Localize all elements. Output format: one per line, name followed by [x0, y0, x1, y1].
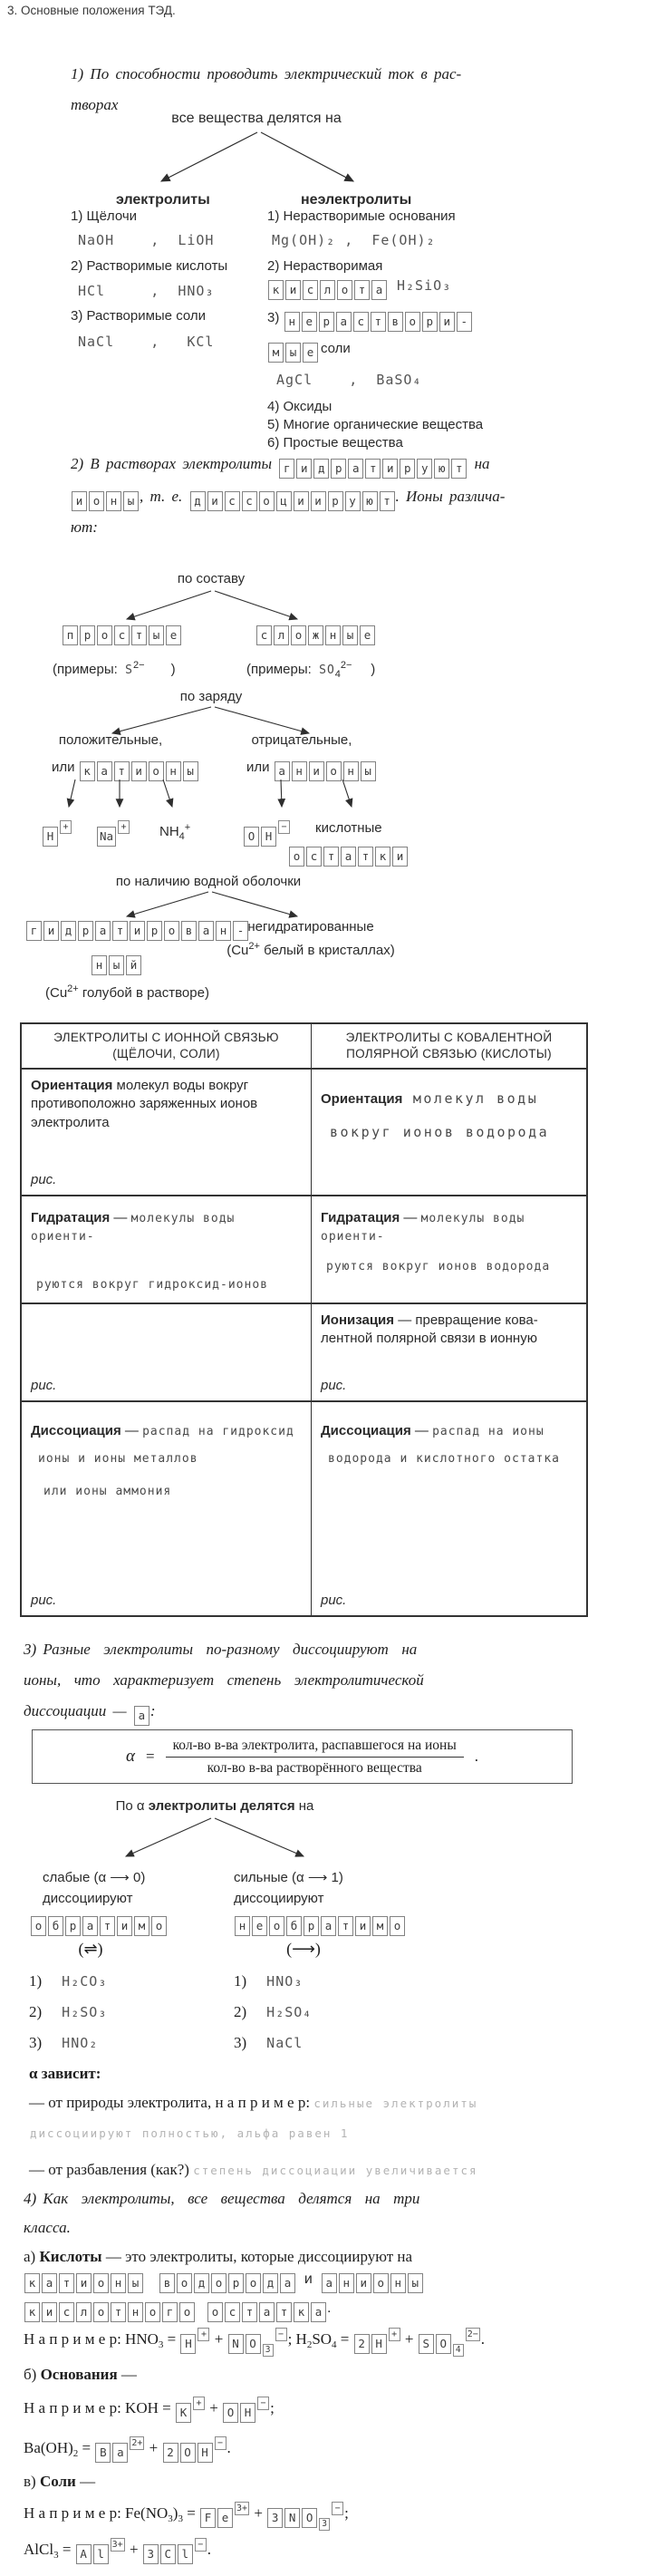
strong-item-1: [234, 1972, 303, 1990]
salts-example-1: Н а п р и м е р: $Fe(NO_3)_3 = F$ e3+ + 3 N O 3− ;: [24, 2503, 349, 2529]
nonelectrolytes-item-2: 2) Нерастворимая: [267, 258, 383, 274]
strong-item-3-formula: NaCl: [266, 2035, 304, 2051]
hydrated-note: ($Cu^{2+}$ голубой в растворе): [45, 983, 209, 1001]
fig-label: рис.: [321, 1592, 347, 1608]
orientation-left-text: Ориентация молекул воды вокруг противоположно заряженных ионов электролита: [31, 1078, 258, 1130]
positive-ions-label: положительные,: [58, 732, 163, 748]
formula-period: .: [474, 1748, 478, 1765]
acids-answer-line1: к а т и о н ы в о д о р о д а и а н и о н ы: [24, 2271, 424, 2293]
by-composition-label: по составу: [177, 571, 246, 586]
ion-example-arrows: [36, 776, 381, 814]
nonelectrolytes-item-4: 4) Оксиды: [267, 399, 332, 414]
point1-line2: творах: [71, 96, 119, 113]
fig-label: рис.: [31, 1171, 57, 1187]
nonelectrolytes-item-3a: [267, 310, 473, 332]
weak-item-1: [29, 1972, 107, 1990]
cell-dissociation-right: [312, 1402, 586, 1615]
hydration-left-line1: Гидратация — молекулы воды ориенти-: [31, 1210, 236, 1244]
boxed-word-prostye: п р о с т ы е: [62, 624, 182, 645]
nonelectrolytes-item-5: 5) Многие органические вещества: [267, 417, 484, 432]
point1-line1: 1) По способности проводить электрический ток в рас-: [71, 65, 462, 82]
electrolytes-title: электролиты: [116, 192, 210, 208]
alpha-depends-nature: — от природы электролита, н а п р и м е р: сильные электролиты: [29, 2094, 478, 2111]
hydration-arrows: [116, 888, 308, 921]
cation-na-plus: Na+: [96, 820, 130, 847]
cell-hydration-right: [312, 1196, 586, 1304]
cell-ionization-left: [22, 1304, 312, 1402]
orientation-right-line2: вокруг ионов водорода: [330, 1124, 550, 1141]
weak-item-3-formula: HNO₂: [62, 2035, 99, 2051]
table-header-left: ЭЛЕКТРОЛИТЫ С ИОННОЙ СВЯЗЬЮ (ЩЁЛОЧИ, СОЛИ): [22, 1024, 312, 1070]
equals-sign: =: [145, 1748, 155, 1765]
orientation-right-line1: Ориентация молекул воды: [321, 1090, 539, 1107]
weak-item-2-formula: H₂SO₃: [62, 2004, 108, 2020]
electrolytes-formula-2: HCl , HNO₃: [78, 283, 215, 299]
alpha-formula-box: [32, 1729, 573, 1784]
point4-line1: 4) Как электролиты, все вещества делятся на три: [24, 2190, 420, 2207]
boxed-word-ostatki: о с т а т к и: [288, 845, 409, 867]
weak-item-1-num: 1): [29, 1972, 43, 1990]
negative-ions-label: отрицательные,: [251, 732, 352, 748]
dissociation-left-line2: ионы и ионы металлов: [38, 1452, 198, 1467]
weak-subtitle: диссоциируют: [43, 1891, 133, 1906]
strong-arrow-symbol: (⟶): [286, 1940, 321, 1958]
electrolyte-comparison-table: [20, 1022, 588, 1617]
complex-ion-example: (примеры: $SO_4^{2-}$ ): [246, 660, 376, 680]
cell-orientation-left: [22, 1070, 312, 1196]
point3-line3: диссоциации — а :: [24, 1702, 156, 1726]
bases-example-2: $Ba(OH)_2 = B$ a2+ + 2 O H− .: [24, 2436, 231, 2463]
alpha-fraction: [166, 1738, 464, 1777]
weak-item-2-num: 2): [29, 2003, 43, 2020]
boxed-word-slozhnye: с л о ж н ы е: [255, 624, 376, 645]
dissociation-right-line2: водорода и кислотного остатка: [328, 1452, 560, 1467]
nonelectrolytes-item-2-answer: [267, 277, 451, 300]
anions-answer: или а н и о н ы: [246, 760, 377, 781]
dissociation-right-line1: Диссоциация — распад на ионы: [321, 1423, 545, 1438]
dissociation-left-line3: или ионы аммония: [43, 1484, 172, 1498]
cell-hydration-left: [22, 1196, 312, 1304]
salts-title: в) Соли —: [24, 2473, 96, 2490]
fig-label: рис.: [31, 1592, 57, 1608]
acids-example-equation: Н а п р и м е р: $HNO_3 = H+ + N$ O 3− ; $H_2SO_4 = 2$ H+ + S O 42− .: [24, 2329, 486, 2355]
strong-item-3-num: 3): [234, 2034, 247, 2051]
by-hydration-label: по наличию водной оболочки: [115, 874, 302, 889]
page-heading: 3. Основные положения ТЭД.: [7, 4, 176, 17]
nonelectrolytes-formula-3: AgCl , BaSO₄: [276, 372, 422, 388]
nonelectrolytes-formula-1: Mg(OH)₂ , Fe(OH)₂: [272, 232, 436, 248]
strong-title: сильные (α ⟶ 1): [234, 1870, 343, 1885]
point4-line2: класса.: [24, 2219, 71, 2236]
cation-h-plus: H+: [42, 820, 72, 847]
fig-label: рис.: [31, 1377, 57, 1393]
composition-arrows: [116, 587, 311, 624]
electrolytes-formula-1: NaOH , LiOH: [78, 232, 215, 248]
ionization-right-line1: Ионизация — превращение кова-: [321, 1312, 538, 1328]
nonelectrolytes-title: неэлектролиты: [301, 192, 412, 208]
cell-dissociation-left: [22, 1402, 312, 1615]
point2-line2: и о н ы , т. е. д и с с о ц и и р у ю т . Ионы различа-: [71, 488, 505, 511]
nonelectrolytes-item-3b: [267, 341, 351, 363]
nonelectrolytes-item-1: 1) Нерастворимые основания: [267, 208, 456, 224]
alpha-depends-nature-answer: диссоциируют полностью, альфа равен 1: [30, 2126, 350, 2140]
alpha-split-arrows: [115, 1815, 314, 1860]
electrolytes-item-1: 1) Щёлочи: [71, 208, 138, 224]
boxed-word-kislota: к и с л о т а: [267, 278, 388, 294]
alpha-symbol: α: [125, 1747, 135, 1766]
nonhydrated-label: негидратированные: [247, 919, 374, 935]
point3-line2: ионы, что характеризует степень электролитической: [24, 1671, 424, 1689]
boxed-word-gidratirovan: г и д р а т и р о в а н -: [25, 919, 249, 941]
strong-item-2: [234, 2003, 312, 2021]
hydration-right-line1: Гидратация — молекулы воды ориенти-: [321, 1210, 525, 1244]
point2-line1: 2) В растворах электролиты г и д р а т и р у ю т на: [71, 455, 490, 479]
strong-item-2-num: 2): [234, 2003, 247, 2020]
cations-answer: или к а т и о н ы: [52, 760, 199, 781]
item3-number: 3): [267, 310, 280, 325]
hydration-right-line2: руются вокруг ионов водорода: [326, 1259, 551, 1273]
nonelectrolytes-formula-2: H₂SiO₃: [397, 277, 452, 294]
alpha-depends-dilution: — от разбавления (как?) степень диссоциации увеличивается: [29, 2161, 478, 2178]
alpha-split-label: По α электролиты делятся на: [115, 1798, 314, 1814]
point2-line3: ют:: [71, 518, 98, 536]
simple-ion-example: (примеры: $S^{2-}$ ): [53, 660, 176, 677]
cell-orientation-right: [312, 1070, 586, 1196]
point3-line1: 3) Разные электролиты по-разному диссоциируют на: [24, 1641, 418, 1658]
alpha-depends-title: α зависит:: [29, 2065, 101, 2082]
boxed-word-mye: м ы е: [267, 341, 319, 356]
hydration-left-line2: руются вокруг гидроксид-ионов: [36, 1277, 268, 1292]
bases-example-1: Н а п р и м е р: KOH = K+ + O H− ;: [24, 2397, 275, 2423]
cell-ionization-right: [312, 1304, 586, 1402]
nonhydrated-note: ($Cu^{2+}$ белый в кристаллах): [226, 941, 395, 958]
cation-nh4-plus: $NH_4^+$: [159, 822, 191, 842]
by-charge-label: по заряду: [179, 689, 243, 704]
weak-item-2: [29, 2003, 107, 2021]
dissociation-left-line1: Диссоциация — распад на гидроксид: [31, 1423, 294, 1438]
boxed-word-nerastvori: н е р а с т в о р и -: [284, 310, 473, 325]
table-header-right: ЭЛЕКТРОЛИТЫ С КОВАЛЕНТНОЙ ПОЛЯРНОЙ СВЯЗЬЮ (КИСЛОТЫ): [312, 1024, 586, 1070]
weak-item-3: [29, 2034, 98, 2052]
acid-residues-label: кислотные: [315, 820, 382, 836]
strong-item-1-num: 1): [234, 1972, 247, 1990]
boxed-word-nyj: н ы й: [91, 954, 142, 975]
weak-title: слабые (α ⟶ 0): [43, 1870, 146, 1885]
acids-answer-line2: к и с л о т н о г о о с т а т к а .: [24, 2300, 331, 2322]
weak-item-3-num: 3): [29, 2034, 43, 2051]
anion-oh-minus: O H−: [243, 820, 291, 847]
fig-label: рис.: [321, 1377, 347, 1393]
strong-item-3: [234, 2034, 303, 2052]
strong-item-2-formula: H₂SO₄: [266, 2004, 313, 2020]
strong-item-1-formula: HNO₃: [266, 1973, 304, 1990]
strong-subtitle: диссоциируют: [234, 1891, 324, 1906]
ionization-right-line2: лентной полярной связи в ионную: [321, 1331, 537, 1347]
electrolytes-item-2: 2) Растворимые кислоты: [71, 258, 228, 274]
split-arrows: [150, 129, 368, 187]
fraction-denominator: кол-во в-ва растворённого вещества: [207, 1759, 422, 1776]
salts-example-2: AlCl$_3$ = A l3+ + 3 C l− .: [24, 2538, 211, 2564]
acids-definition: а) Кислоты — это электролиты, которые диссоциируют на: [24, 2248, 413, 2265]
weak-item-1-formula: H₂CO₃: [62, 1973, 108, 1990]
electrolytes-formula-3: NaCl , KCl: [78, 334, 215, 350]
split-root-label: все вещества делятся на: [171, 111, 342, 126]
item3-tail: соли: [321, 341, 351, 356]
boxed-word-neobratimo: н е о б р а т и м о: [234, 1914, 406, 1936]
electrolytes-item-3: 3) Растворимые соли: [71, 308, 207, 324]
bases-title: б) Основания —: [24, 2366, 137, 2383]
boxed-word-obratimo: о б р а т и м о: [30, 1914, 168, 1936]
nonelectrolytes-item-6: 6) Простые вещества: [267, 435, 403, 450]
weak-arrow-symbol: (⇌): [78, 1940, 103, 1958]
fraction-numerator: кол-во в-ва электролита, распавшегося на ионы: [166, 1738, 464, 1758]
